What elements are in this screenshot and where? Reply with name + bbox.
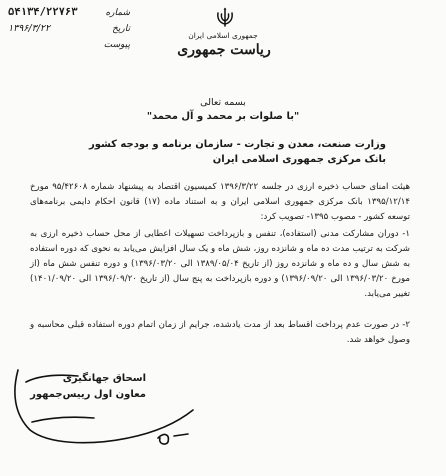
item-2-paragraph: ۲- در صورت عدم پرداخت اقساط بعد از مدت یادشده، جرایم از زمان اتمام دوره استفاده قبلی محاسبه و وصول خواهد شد.: [30, 320, 410, 345]
salutation-line-1: بسمه تعالی: [200, 97, 246, 108]
body-intro: [30, 180, 410, 225]
reference-date-row: [8, 21, 130, 37]
iran-emblem-icon: [213, 6, 237, 30]
reference-block: [8, 4, 130, 53]
reference-number-value: ۵۴۱۳۴/۲۲۷۶۳: [8, 6, 78, 18]
reference-date-value: ۱۳۹۶/۳/۲۲: [8, 23, 51, 34]
reference-attachment-row: [8, 37, 130, 53]
item-1-paragraph: ۱- دوران مشارکت مدنی (استفاده)، تنفس و بازپرداخت تسهیلات اعطایی از محل حساب ذخیره ارزی به شرکت به ترتیب مدت ده ماه و شانزده روز، شش ماه و یک سال افزایش می‌یابد به نحوی که دوره استفاده به شش سال و ده ماه و شانزده روز (از تاریخ ۱۳۸۹/۰۵/۰۴ الی ۱۳۹۶/۰۳/۲۰) و دوره تنفس شش ماه (از مورخ ۱۳۹۶/۰۳/۲۰ الی ۱۳۹۶/۰۹/۲۰) و دوره بازپرداخت به پنج سال (از تاریخ ۱۳۹۶/۰۹/۲۰ الی ۱۴۰۱/۰۹/۲۰) تغییر می‌یابد.: [30, 229, 410, 299]
signatory-title: معاون اول رییس‌جمهور: [30, 389, 146, 400]
reference-date-label: تاریخ: [112, 24, 130, 34]
addressee-line-1: وزارت صنعت، معدن و تجارت - سازمان برنامه و بودجه کشور: [88, 139, 386, 150]
office-name: ریاست جمهوری: [177, 42, 271, 58]
body-item-1: [30, 227, 410, 302]
body-item-2: [30, 318, 410, 348]
reference-number-label: شماره: [105, 8, 130, 18]
signatory-name: اسحاق جهانگیری: [62, 373, 146, 384]
handwritten-signature: [8, 352, 208, 452]
intro-paragraph: هیئت امنای حساب ذخیره ارزی در جلسه ۱۳۹۶/۳/۲۲ کمیسیون اقتصاد به پیشنهاد شماره ۹۵/۴۲۶۰۸ مورخ ۱۳۹۵/۱۲/۱۴ بانک مرکزی جمهوری اسلامی ایران و به استناد ماده (۱۷) قانون احکام دایمی برنامه‌های توسعه کشور - مصوب ۱۳۹۵- تصویب کرد:: [30, 182, 410, 222]
government-name: جمهوری اسلامی ایران: [188, 31, 258, 40]
addressee-line-2: بانک مرکزی جمهوری اسلامی ایران: [212, 154, 386, 165]
reference-number-row: [8, 4, 130, 21]
reference-attachment-label: پیوست: [103, 40, 130, 50]
salutation-line-2: "با صلوات بر محمد و آل محمد": [146, 111, 300, 122]
